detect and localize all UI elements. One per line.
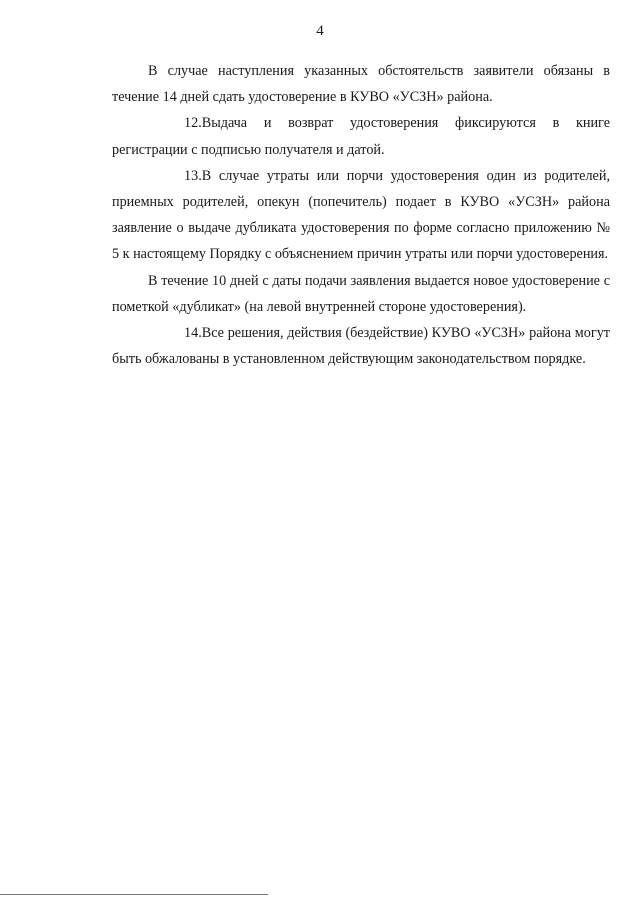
page-number: 4 <box>316 23 324 39</box>
bottom-divider <box>0 894 268 895</box>
paragraph-14 <box>112 320 610 372</box>
paragraph-13-continued <box>112 268 610 320</box>
paragraph-12 <box>112 110 610 162</box>
paragraph-text: Все решения, действия (бездействие) КУВО «УСЗН» района могут быть обжалованы в установленном действующим законодательством порядке. <box>112 325 610 368</box>
paragraph-number: 14. <box>184 325 202 342</box>
paragraph-text: В случае наступления указанных обстоятельств заявители обязаны в течение 14 дней сдать удостоверение в КУВО «УСЗН» района. <box>112 63 610 106</box>
paragraph-13 <box>112 163 610 268</box>
document-body <box>112 58 610 372</box>
paragraph-intro <box>112 58 610 110</box>
paragraph-number: 12. <box>184 115 202 132</box>
paragraph-text: Выдача и возврат удостоверения фиксируются в книге регистрации с подписью получателя и датой. <box>112 115 610 158</box>
paragraph-text: В течение 10 дней с даты подачи заявления выдается новое удостоверение с пометкой «дубликат» (на левой внутренней стороне удостоверения). <box>112 272 610 315</box>
paragraph-number: 13. <box>184 167 202 184</box>
paragraph-text: В случае утраты или порчи удостоверения один из родителей, приемных родителей, опекун (попечитель) подает в КУВО «УСЗН» района заявление о выдаче дубликата удостоверения по форме согласно приложению № 5 к настоящему Порядку с объяснением причин утраты или порчи удостоверения. <box>112 167 610 263</box>
